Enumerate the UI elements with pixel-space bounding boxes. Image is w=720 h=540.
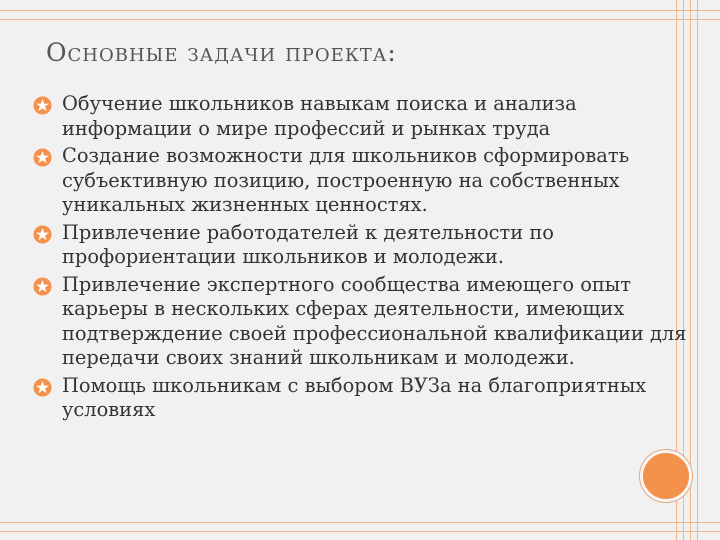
list-item: [62, 92, 692, 141]
list-item-text: Обучение школьников навыкам поиска и анализа информации о мире профессий и рынках труда: [62, 92, 577, 140]
star-in-circle-icon: [33, 378, 52, 397]
list-item: [62, 144, 692, 218]
list-item-text: Привлечение работодателей к деятельности по профориентации школьников и молодежи.: [62, 220, 554, 268]
list-item: [62, 221, 692, 270]
list-item-text: Привлечение экспертного сообщества имеющего опыт карьеры в нескольких сферах деятельности, имеющих подтверждение своей профессиональной квалификации для передачи своих знаний школьникам и молодежи.: [62, 272, 687, 369]
star-in-circle-icon: [33, 148, 52, 167]
bullet-list: [62, 92, 692, 426]
star-in-circle-icon: [33, 96, 52, 115]
star-in-circle-icon: [33, 225, 52, 244]
bottom-frame-lines: [0, 522, 720, 532]
star-in-circle-icon: [33, 277, 52, 296]
decorative-orange-circle: [640, 450, 692, 502]
list-item: [62, 273, 692, 371]
list-item: [62, 374, 692, 423]
list-item-text: Помощь школьникам с выбором ВУЗа на благоприятных условиях: [62, 373, 647, 421]
list-item-text: Создание возможности для школьников сформировать субъективную позицию, построенную на собственных уникальных жизненных ценностях.: [62, 144, 630, 216]
slide-title: Основные задачи проекта:: [46, 38, 397, 67]
top-frame-lines: [0, 10, 720, 20]
